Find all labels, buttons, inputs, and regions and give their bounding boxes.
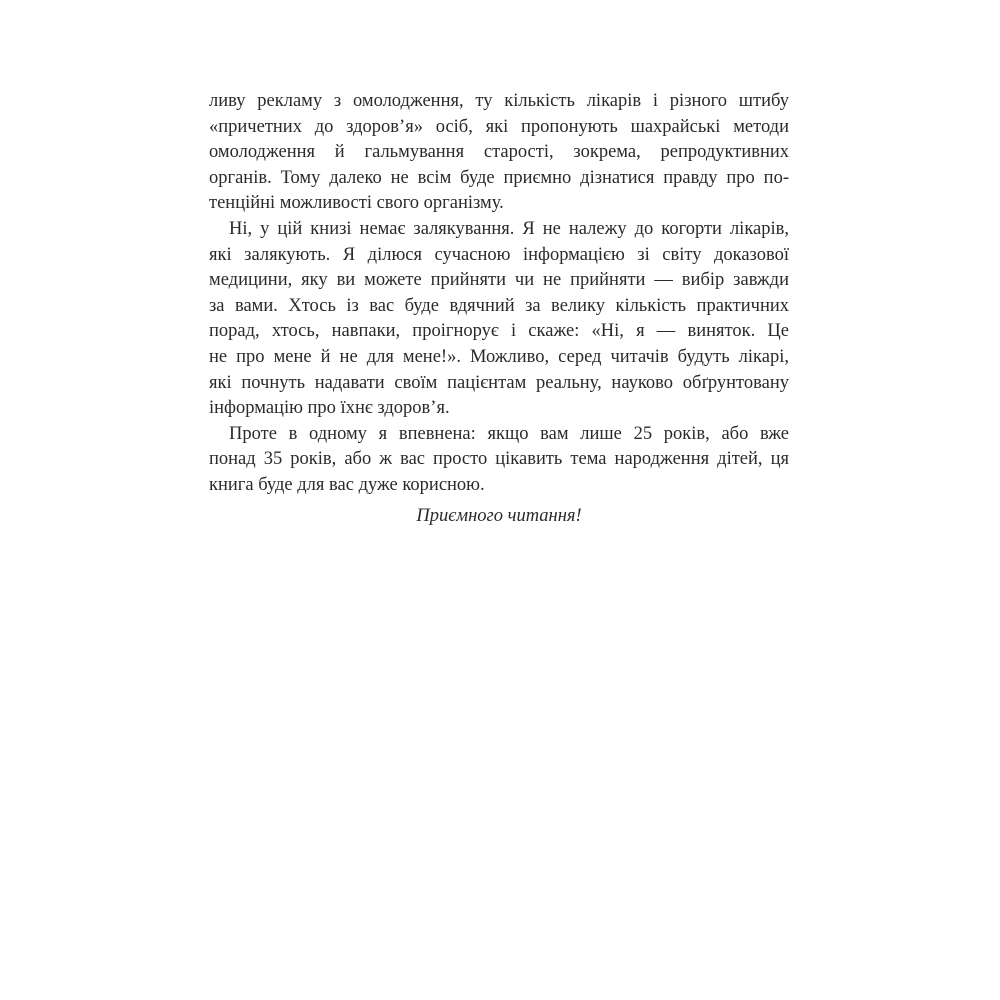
- text-line: «причетних до здоров’я» осіб, які пропонують шахрайські методи: [209, 116, 789, 137]
- text-line: медицини, яку ви можете прийняти чи не прийняти — вибір завжди: [209, 270, 789, 291]
- text-line: інформацію про їхнє здоров’я.: [209, 398, 450, 419]
- text-line: за вами. Хтось із вас буде вдячний за велику кількість практичних: [209, 295, 789, 316]
- text-line: Проте в одному я впевнена: якщо вам лише 25 років, або вже: [229, 423, 789, 444]
- text-line: які залякують. Я ділюся сучасною інформацією зі світу доказової: [209, 244, 789, 265]
- text-line: не про мене й не для мене!». Можливо, серед читачів будуть лікарі,: [209, 346, 789, 367]
- text-line: порад, хтось, навпаки, проігнорує і скаже: «Ні, я — виняток. Це: [209, 321, 789, 342]
- text-line: органів. Тому далеко не всім буде приємно дізнатися правду про по-: [209, 167, 789, 188]
- body-text: [209, 89, 789, 499]
- text-line: тенційні можливості свого організму.: [209, 193, 504, 214]
- text-line: ливу рекламу з омолодження, ту кількість лікарів і різного штибу: [209, 91, 789, 111]
- text-line: омолодження й гальмування старості, зокрема, репродуктивних: [209, 142, 789, 163]
- text-line: понад 35 років, або ж вас просто цікавить тема народження дітей, ця: [209, 449, 789, 470]
- text-line: книга буде для вас дуже корисною.: [209, 474, 485, 495]
- text-line: які почнуть надавати своїм пацієнтам реальну, науково обґрунтовану: [209, 372, 789, 393]
- closing-line: Приємного читання!: [416, 506, 582, 526]
- text-line: Ні, у цій книзі немає залякування. Я не належу до когорти лікарів,: [229, 218, 789, 239]
